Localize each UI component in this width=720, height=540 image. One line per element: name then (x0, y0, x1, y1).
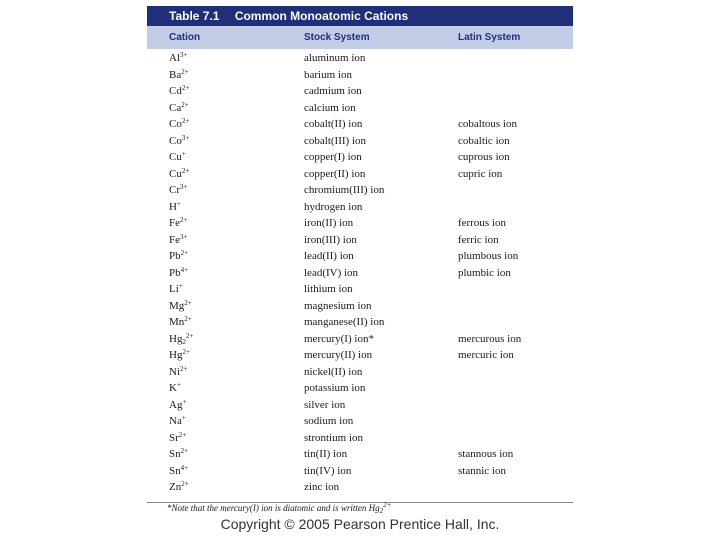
table-row (147, 248, 573, 265)
table-row (147, 298, 573, 315)
cation-charge: 2+ (182, 348, 190, 356)
stock-name: lithium ion (304, 283, 353, 295)
cation-symbol: Co (169, 134, 182, 147)
cation-subscript: 2 (182, 337, 186, 346)
copyright-notice: Copyright © 2005 Pearson Prentice Hall, Inc. (220, 516, 500, 532)
cation-formula (169, 116, 189, 133)
cations-table (147, 6, 573, 520)
latin-name: stannous ion (458, 448, 514, 460)
cation-formula (169, 314, 192, 331)
cation-charge: 3+ (180, 232, 188, 241)
table-title-bar (147, 6, 573, 26)
cation-charge: 2+ (185, 331, 194, 340)
cation-symbol: Hg (169, 332, 183, 345)
cation-formula (169, 149, 186, 166)
cation-symbol: K (169, 382, 177, 394)
table-row (147, 430, 573, 447)
cation-symbol: Cd (169, 85, 182, 97)
stock-name: lead(IV) ion (304, 266, 359, 279)
cation-charge: 2+ (181, 84, 190, 92)
cation-formula (169, 430, 186, 447)
cation-formula (169, 413, 186, 430)
latin-name: ferric ion (458, 233, 499, 246)
cation-formula (169, 281, 183, 298)
cation-charge: + (178, 282, 183, 290)
table-row (147, 50, 573, 67)
cation-formula (169, 232, 187, 249)
cation-charge: 2+ (184, 315, 192, 323)
cation-formula (169, 83, 189, 100)
stock-name: copper(II) ion (304, 167, 366, 180)
cation-formula (169, 265, 188, 282)
table-footnote (167, 503, 391, 513)
table-row (147, 133, 573, 150)
stock-name: barium ion (304, 68, 352, 81)
stock-name: chromium(III) ion (304, 184, 385, 196)
cation-formula (169, 397, 186, 414)
cation-symbol: Mn (169, 316, 185, 328)
cation-symbol: Sn (169, 448, 181, 460)
stock-name: potassium ion (304, 382, 366, 394)
cation-charge: 2+ (178, 430, 187, 439)
cation-charge: 2+ (180, 216, 188, 224)
cation-formula (169, 380, 181, 397)
table-row (147, 199, 573, 216)
latin-name: mercurous ion (458, 332, 522, 345)
header-latin-system: Latin System (458, 32, 521, 43)
stock-name: strontium ion (304, 431, 363, 444)
cation-symbol: Mg (169, 299, 185, 312)
cation-symbol: Na (169, 415, 182, 427)
cation-charge: + (176, 199, 181, 208)
table-row (147, 166, 573, 183)
cation-symbol: Pb (169, 250, 181, 262)
table-row (147, 215, 573, 232)
table-row (147, 83, 573, 100)
cation-formula (169, 50, 187, 67)
cation-charge: + (182, 397, 187, 406)
cation-symbol: H (169, 200, 177, 213)
table-row (147, 232, 573, 249)
cation-charge: 4+ (180, 265, 189, 274)
footnote-subscript: 2 (379, 507, 384, 515)
cation-symbol: Hg (169, 349, 183, 361)
table-row (147, 347, 573, 364)
latin-name: cupric ion (458, 167, 503, 180)
table-number: Table 7.1 (169, 9, 220, 23)
cation-symbol: Ca (169, 101, 182, 114)
cation-symbol: Pb (169, 266, 181, 279)
cation-symbol: Ag (169, 398, 183, 411)
stock-name: silver ion (304, 398, 346, 411)
cation-formula (169, 248, 188, 265)
stock-name: hydrogen ion (304, 200, 363, 213)
cation-formula (169, 446, 188, 463)
cation-symbol: Cu (169, 151, 182, 163)
table-row (147, 331, 573, 348)
cation-formula (169, 133, 189, 150)
cation-charge: 2+ (181, 67, 189, 76)
cation-symbol: Li (169, 283, 179, 295)
stock-name: copper(I) ion (304, 151, 362, 163)
cation-formula (169, 100, 189, 117)
cation-charge: 2+ (181, 100, 189, 109)
cation-charge: 2+ (181, 480, 189, 488)
table-row (147, 380, 573, 397)
table-row (147, 446, 573, 463)
cation-formula (169, 479, 189, 496)
cation-formula (169, 347, 190, 364)
cation-formula (169, 463, 188, 480)
cation-formula (169, 331, 193, 348)
latin-name: cuprous ion (458, 151, 510, 163)
cation-symbol: Cu (169, 167, 182, 180)
table-body (147, 50, 573, 496)
cation-symbol: Fe (169, 233, 180, 246)
latin-name: ferrous ion (458, 217, 506, 229)
cation-charge: + (176, 381, 181, 389)
cation-charge: 2+ (181, 117, 190, 125)
cation-formula (169, 67, 189, 84)
cation-charge: 3+ (180, 51, 188, 59)
stock-name: manganese(II) ion (304, 316, 385, 328)
cation-symbol: Sr (169, 431, 179, 444)
stock-name: cobalt(II) ion (304, 118, 363, 130)
stock-name: aluminum ion (304, 52, 366, 64)
table-row (147, 479, 573, 496)
table-row (147, 314, 573, 331)
cation-charge: 2+ (180, 364, 188, 373)
table-header-row (147, 26, 573, 49)
stock-name: iron(III) ion (304, 233, 357, 246)
cation-symbol: Cr (169, 184, 180, 196)
stock-name: mercury(I) ion* (304, 332, 374, 345)
stock-name: cobalt(III) ion (304, 134, 366, 147)
cation-charge: 2+ (180, 249, 189, 257)
latin-name: plumbous ion (458, 250, 519, 262)
cation-formula (169, 364, 187, 381)
stock-name: calcium ion (304, 101, 356, 114)
cation-charge: 4+ (180, 463, 189, 472)
footnote-superscript: 2+ (383, 501, 392, 509)
cation-charge: 3+ (181, 133, 190, 142)
table-row (147, 182, 573, 199)
cation-charge: 2+ (184, 298, 192, 307)
cation-symbol: Ba (169, 68, 182, 81)
stock-name: tin(II) ion (304, 448, 348, 460)
latin-name: mercuric ion (458, 349, 514, 361)
cation-symbol: Co (169, 118, 182, 130)
cation-formula (169, 215, 187, 232)
stock-name: lead(II) ion (304, 250, 354, 262)
latin-name: cobaltic ion (458, 134, 510, 147)
stock-name: magnesium ion (304, 299, 372, 312)
cation-formula (169, 166, 189, 183)
cation-formula (169, 298, 192, 315)
stock-name: tin(IV) ion (304, 464, 352, 477)
cation-charge: 2+ (181, 166, 190, 175)
table-row (147, 397, 573, 414)
stock-name: cadmium ion (304, 85, 362, 97)
latin-name: plumbic ion (458, 266, 511, 279)
cation-charge: 2+ (180, 447, 189, 455)
table-row (147, 364, 573, 381)
cation-charge: 3+ (180, 183, 188, 191)
footnote-text: *Note that the mercury(I) ion is diatomic and is written Hg (167, 503, 380, 513)
header-stock-system: Stock System (304, 32, 370, 43)
stock-name: zinc ion (304, 481, 340, 493)
cation-symbol: Al (169, 52, 180, 64)
header-cation: Cation (169, 32, 201, 43)
table-row (147, 116, 573, 133)
table-title: Common Monoatomic Cations (234, 9, 409, 23)
table-row (147, 281, 573, 298)
table-row (147, 100, 573, 117)
stock-name: sodium ion (304, 415, 354, 427)
cation-symbol: Fe (169, 217, 180, 229)
cation-formula (169, 199, 181, 216)
table-row (147, 67, 573, 84)
table-row (147, 463, 573, 480)
cation-formula (169, 182, 187, 199)
cation-symbol: Zn (169, 481, 182, 493)
table-row (147, 265, 573, 282)
latin-name: stannic ion (458, 464, 506, 477)
stock-name: iron(II) ion (304, 217, 354, 229)
stock-name: nickel(II) ion (304, 365, 363, 378)
table-row (147, 413, 573, 430)
cation-charge: + (181, 150, 186, 158)
stock-name: mercury(II) ion (304, 349, 373, 361)
cation-symbol: Ni (169, 365, 180, 378)
cation-symbol: Sn (169, 464, 181, 477)
latin-name: cobaltous ion (458, 118, 517, 130)
cation-charge: + (181, 414, 186, 422)
table-row (147, 149, 573, 166)
